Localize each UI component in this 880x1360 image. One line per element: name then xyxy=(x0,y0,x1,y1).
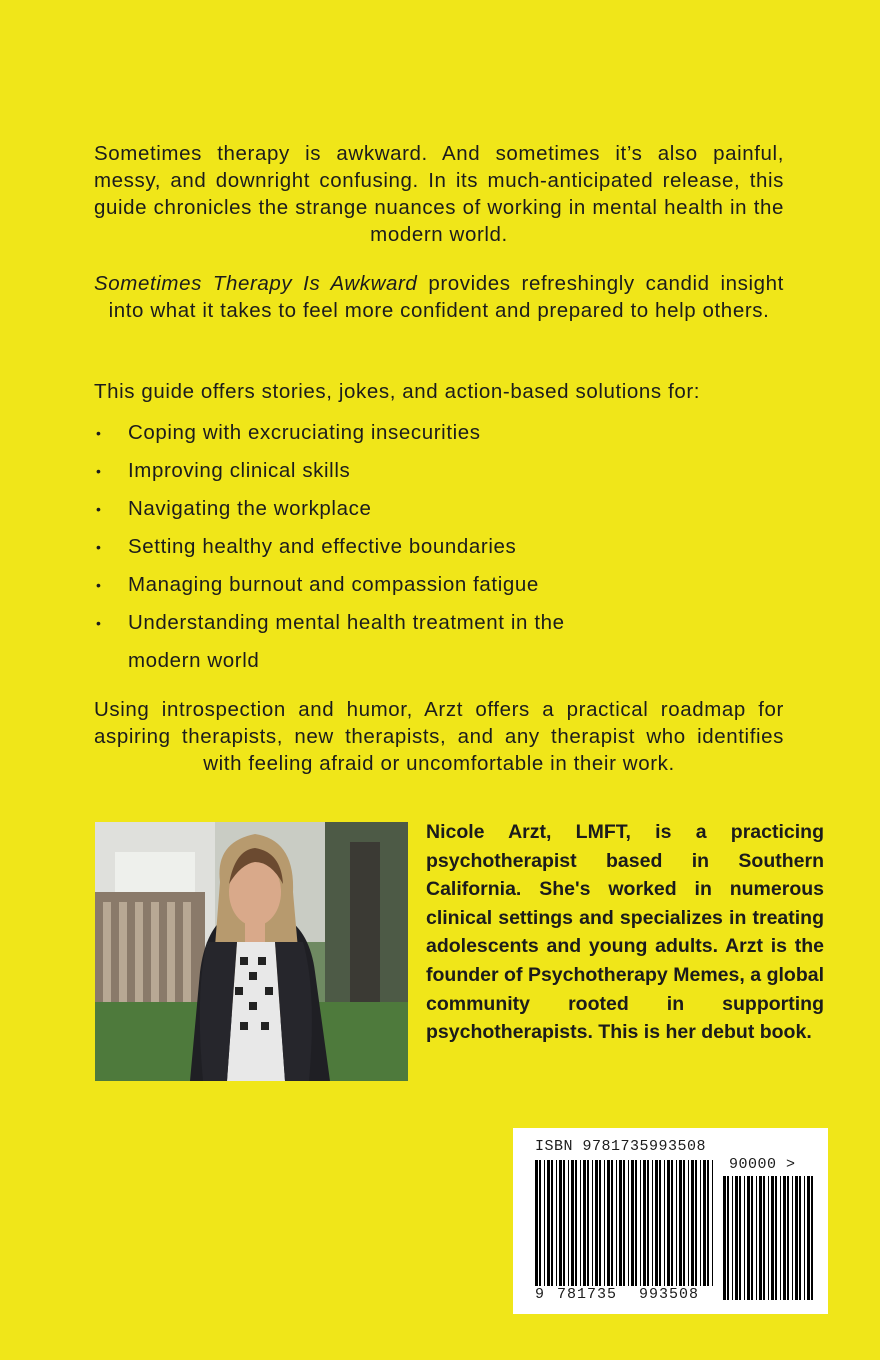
author-bio: Nicole Arzt, LMFT, is a practicing psychotherapist based in Southern California. She's worked in numerous clinical settings and specializes in treating adolescents and young adults. Arzt is the founder of Psychotherapy Memes, a global community rooted in supporting psychotherapists. This is her debut book. xyxy=(426,821,824,1044)
list-item: • Managing burnout and compassion fatigue xyxy=(94,566,694,604)
bullet-icon: • xyxy=(96,501,102,517)
bullet-icon: • xyxy=(96,425,102,441)
bullet-icon: • xyxy=(96,463,102,479)
list-item: • Understanding mental health treatment in the modern world xyxy=(94,604,694,680)
barcode-digits-left: 781735 xyxy=(557,1286,618,1303)
list-item: • Coping with excruciating insecurities xyxy=(94,414,694,452)
price-code: 90000 > xyxy=(729,1156,796,1173)
list-item: • Setting healthy and effective boundaries xyxy=(94,528,694,566)
barcode-digits-right: 993508 xyxy=(639,1286,700,1303)
list-item: • Improving clinical skills xyxy=(94,452,694,490)
isbn-label: ISBN 9781735993508 xyxy=(535,1138,707,1155)
barcode-digit-first: 9 xyxy=(535,1286,546,1303)
bullet-icon: • xyxy=(96,615,102,631)
topics-list xyxy=(94,414,694,680)
bullet-icon: • xyxy=(96,539,102,555)
description-text: provides refreshingly candid insight into what it takes to feel more confident and prepared to help others. xyxy=(108,272,784,322)
author-photo xyxy=(95,822,408,1081)
intro-paragraph: Sometimes therapy is awkward. And sometimes it’s also painful, messy, and downright confusing. In its much-anticipated release, this guide chronicles the strange nuances of working in mental health in the modern world. xyxy=(94,142,784,246)
closing-paragraph: Using introspection and humor, Arzt offers a practical roadmap for aspiring therapists, new therapists, and any therapist who identifies with feeling afraid or uncomfortable in their work. xyxy=(94,698,784,775)
list-intro: This guide offers stories, jokes, and action-based solutions for: xyxy=(94,380,701,403)
barcode-block xyxy=(513,1128,828,1314)
list-item: • Navigating the workplace xyxy=(94,490,694,528)
book-title-italic: Sometimes Therapy Is Awkward xyxy=(94,272,418,295)
bullet-icon: • xyxy=(96,577,102,593)
description-paragraph xyxy=(94,270,784,324)
